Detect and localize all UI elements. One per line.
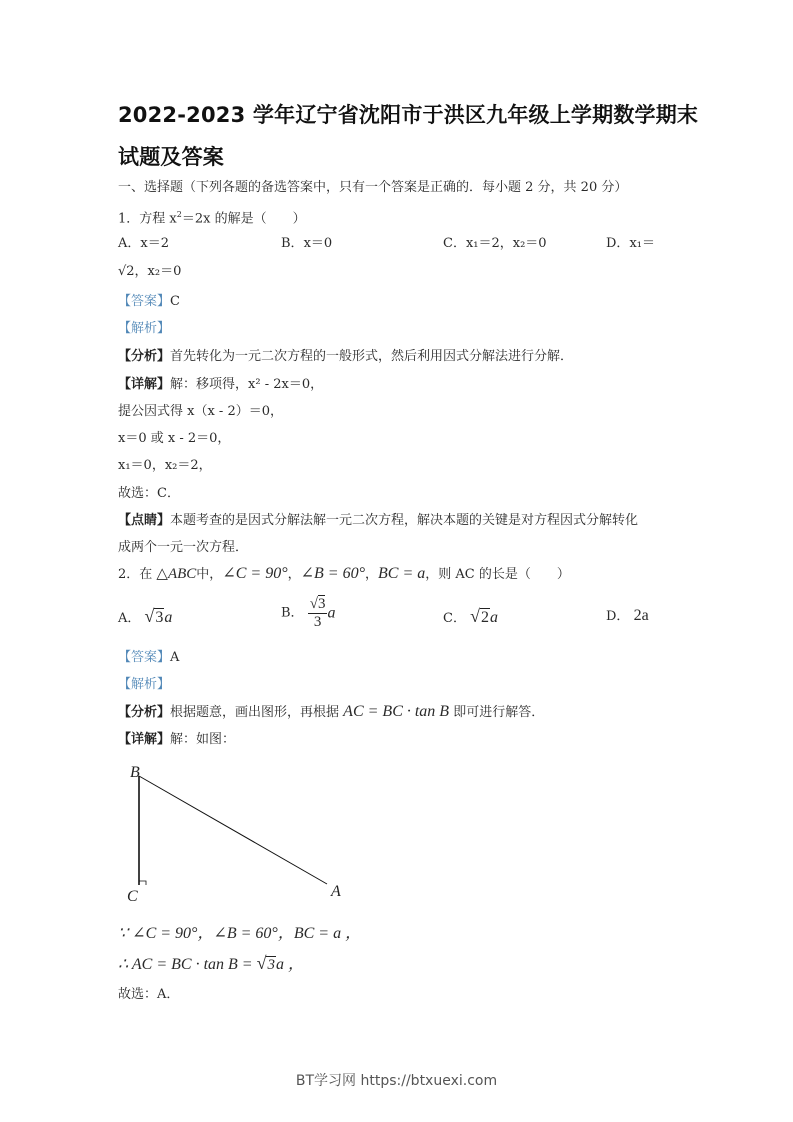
q2-fenxi [118,704,544,721]
q2-option-d [606,608,649,625]
triangle-diagram [118,760,358,910]
q1-dianjing [118,513,638,529]
q1-dianjing-line-2: 成两个一元一次方程． [118,540,249,555]
document-title-line2: 试题及答案 [118,145,224,169]
q1-detail-line-4: x₁＝0，x₂＝2， [118,458,212,473]
q1-fenxi [118,349,573,365]
triangle-svg [118,760,358,910]
radicand: 3 [267,957,275,973]
q1-option-d-continuation: √2，x₂＝0 [118,264,182,279]
vertex-label-a: A [331,883,341,900]
q2-analysis-label [118,677,170,693]
sqrt-expression: √3 [256,953,275,973]
detail-intro: 解：如图： [170,732,236,747]
q2-stem-end: ，则 AC 的长是（ ） [425,567,570,582]
because-statement: ∵ ∠C = 90°，∠B = 60°，BC = a ， [118,925,362,942]
q1-stem-sup: 2 [176,210,182,219]
q2-answer [118,650,179,666]
radicand: 3 [317,596,326,612]
fraction-denominator: 3 [313,614,322,630]
option-variable: a [327,604,336,622]
radicand: 3 [155,609,164,626]
sqrt-expression: √3 [144,606,164,626]
therefore-suffix: a ， [275,956,304,973]
fenxi-label: 【分析】 [118,705,171,720]
fenxi-label: 【分析】 [118,349,171,364]
q2-option-c [443,608,498,627]
q1-stem-prefix: 1．方程 x [118,211,177,227]
option-text: x₁＝2，x₂＝0 [465,236,547,251]
answer-value: C [170,294,180,309]
analysis-label: 【解析】 [118,677,171,692]
section-header: 一、选择题（下列各题的备选答案中，只有一个答案是正确的．每小题 2 分，共 20 分） [118,180,628,195]
q2-therefore-line [118,955,304,974]
option-label: B． [281,605,304,621]
segment-ba [139,776,327,884]
answer-value: A [170,650,180,665]
option-text: 2a [633,607,649,624]
detail-label: 【详解】 [118,377,171,392]
option-variable: a [164,609,173,626]
q2-option-b [281,596,335,631]
option-label: C． [443,236,466,251]
option-label: A． [118,611,141,626]
option-text: x＝0 [303,236,333,251]
q2-stem-mid: 中， [196,567,223,582]
q2-stem: 2．在 △ABC中，∠C = 90°，∠B = 60°，BC = a，则 AC 的长是（ ） [118,565,570,582]
q1-detail-line-2: 提公因式得 x（x - 2）＝0， [118,404,283,419]
q2-conclusion: 故选：A． [118,987,180,1002]
vertex-label-c: C [127,888,138,905]
option-label: D． [606,609,630,624]
fenxi-text: 首先转化为一元二次方程的一般形式，然后利用因式分解法进行分解． [170,349,574,364]
q2-because-line [118,926,361,943]
q1-option-b [281,236,332,252]
q2-option-a [118,608,172,627]
q2-triangle: △ABC [156,566,197,582]
q1-detail-line-3: x＝0 或 x - 2＝0， [118,431,231,446]
q1-option-c [443,236,547,252]
vertex-label-b: B [130,764,140,781]
q1-option-a [118,236,169,252]
fenxi-formula: AC = BC · tan B [343,703,450,720]
dianjing-text: 本题考查的是因式分解法解一元二次方程，解决本题的关键是对方程因式分解转化 [170,513,639,528]
option-label: C． [443,611,466,626]
q2-condition-1: ∠C = 90° [222,565,288,582]
therefore-statement: ∴ AC = BC · tan B = [118,956,257,973]
q1-answer [118,294,180,310]
q1-detail [118,377,323,393]
answer-label: 【答案】 [118,294,171,309]
fraction [308,596,328,631]
q1-stem-suffix: ＝2x 的解是（ ） [181,211,306,227]
fenxi-text-end: 即可进行解答． [453,705,545,720]
option-text: x＝2 [140,236,169,251]
q2-condition-2: ∠B = 60° [300,565,365,582]
q1-analysis-label [118,321,170,337]
option-label: B． [281,236,304,251]
footer-watermark[interactable]: BT学习网 https://btxuexi.com [295,1073,498,1089]
radicand: 2 [480,609,489,626]
sqrt-expression: √2 [470,606,489,626]
fraction-numerator: √3 [309,596,326,612]
option-label: D． [606,236,630,251]
detail-label: 【详解】 [118,732,171,747]
q2-condition-3: BC = a [378,565,426,582]
fenxi-text: 根据题意，画出图形，再根据 [170,705,340,720]
q1-option-d [606,236,655,252]
right-angle-mark [139,881,146,885]
option-text: x₁＝ [629,236,655,251]
document-title-line1: 2022-2023 学年辽宁省沈阳市于洪区九年级上学期数学期末 [118,103,699,127]
option-variable: a [489,609,498,626]
q2-number: 2．在 [118,567,153,582]
q1-detail-line-5: 故选：C． [118,486,180,501]
option-label: A． [118,236,141,251]
answer-label: 【答案】 [118,650,171,665]
dianjing-label: 【点睛】 [118,513,171,528]
analysis-label: 【解析】 [118,321,171,336]
q1-stem [118,207,306,227]
detail-line: 解：移项得，x² - 2x＝0， [170,377,324,392]
q2-detail [118,732,235,748]
